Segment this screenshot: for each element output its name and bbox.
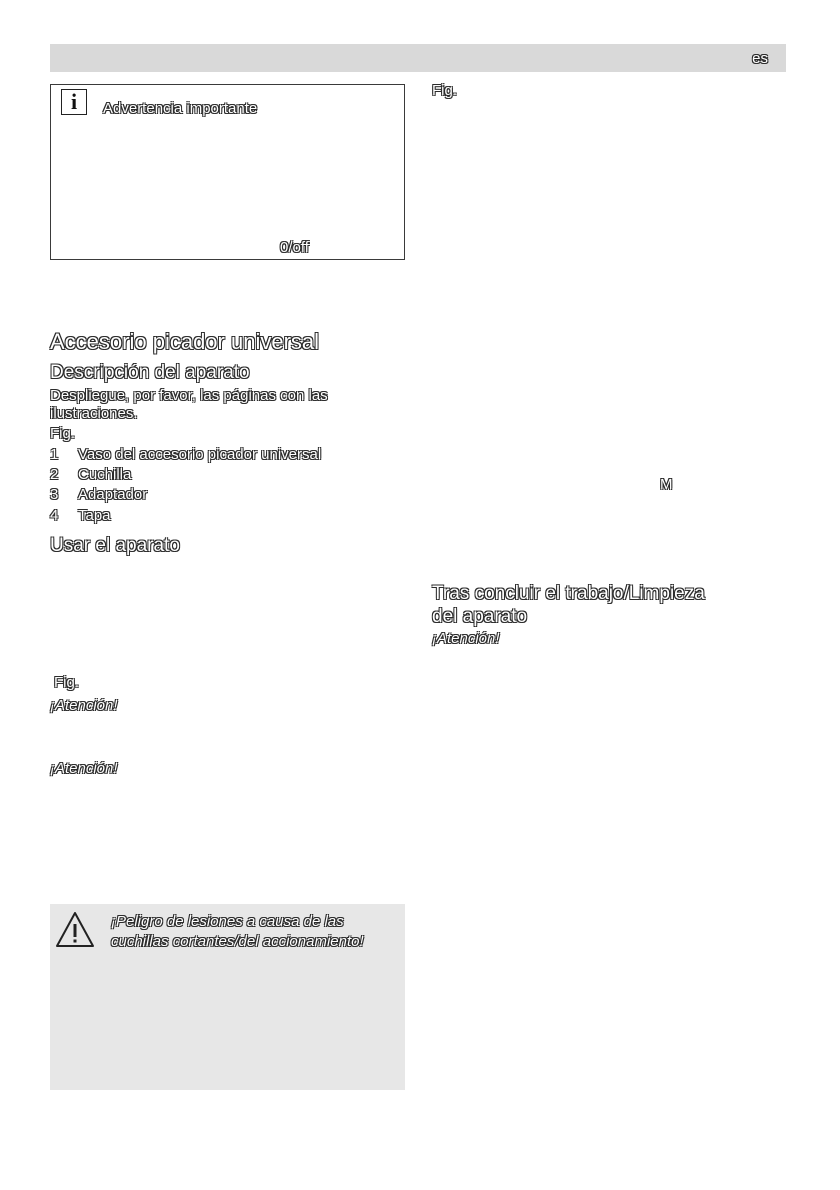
important-notice-box <box>50 84 405 260</box>
part-label: Tapa <box>78 507 111 524</box>
warning-line-1: ¡Peligro de lesiones a causa de las <box>111 913 344 930</box>
fig-label: Fig. <box>50 425 76 442</box>
use-heading: Usar el aparato <box>50 535 180 556</box>
intro-line-1: Despliegue, por favor, las páginas con las <box>50 387 328 404</box>
warning-line-2: cuchillas cortantes/del accionamiento! <box>111 933 364 950</box>
language-code: es <box>752 50 768 67</box>
part-number: 2 <box>50 466 59 483</box>
header-bar <box>50 44 786 72</box>
part-label: Cuchilla <box>78 466 132 483</box>
m-label: M <box>660 476 673 493</box>
main-heading: Accesorio picador universal <box>50 329 320 354</box>
attention-note-2: ¡Atención! <box>50 760 118 777</box>
description-heading: Descripción del aparato <box>50 362 250 383</box>
intro-line-2: ilustraciones. <box>50 405 138 422</box>
part-label: Vaso del accesorio picador universal <box>78 446 322 463</box>
notice-title: Advertencia importante <box>103 100 258 117</box>
warning-triangle-icon <box>54 910 96 950</box>
fig-label-right: Fig. <box>432 82 458 99</box>
info-icon: i <box>61 89 87 115</box>
part-number: 4 <box>50 507 59 524</box>
part-number: 1 <box>50 446 59 463</box>
fig-label-2: Fig. <box>54 674 80 691</box>
part-number: 3 <box>50 486 59 503</box>
cleanup-heading-line-1: Tras concluir el trabajo/Limpieza <box>432 583 705 604</box>
attention-note-1: ¡Atención! <box>50 697 118 714</box>
cleanup-heading-line-2: del aparato <box>432 606 528 627</box>
off-label: 0/off <box>280 239 309 256</box>
attention-note-right: ¡Atención! <box>432 630 500 647</box>
warning-box <box>50 904 405 1090</box>
part-label: Adaptador <box>78 486 148 503</box>
